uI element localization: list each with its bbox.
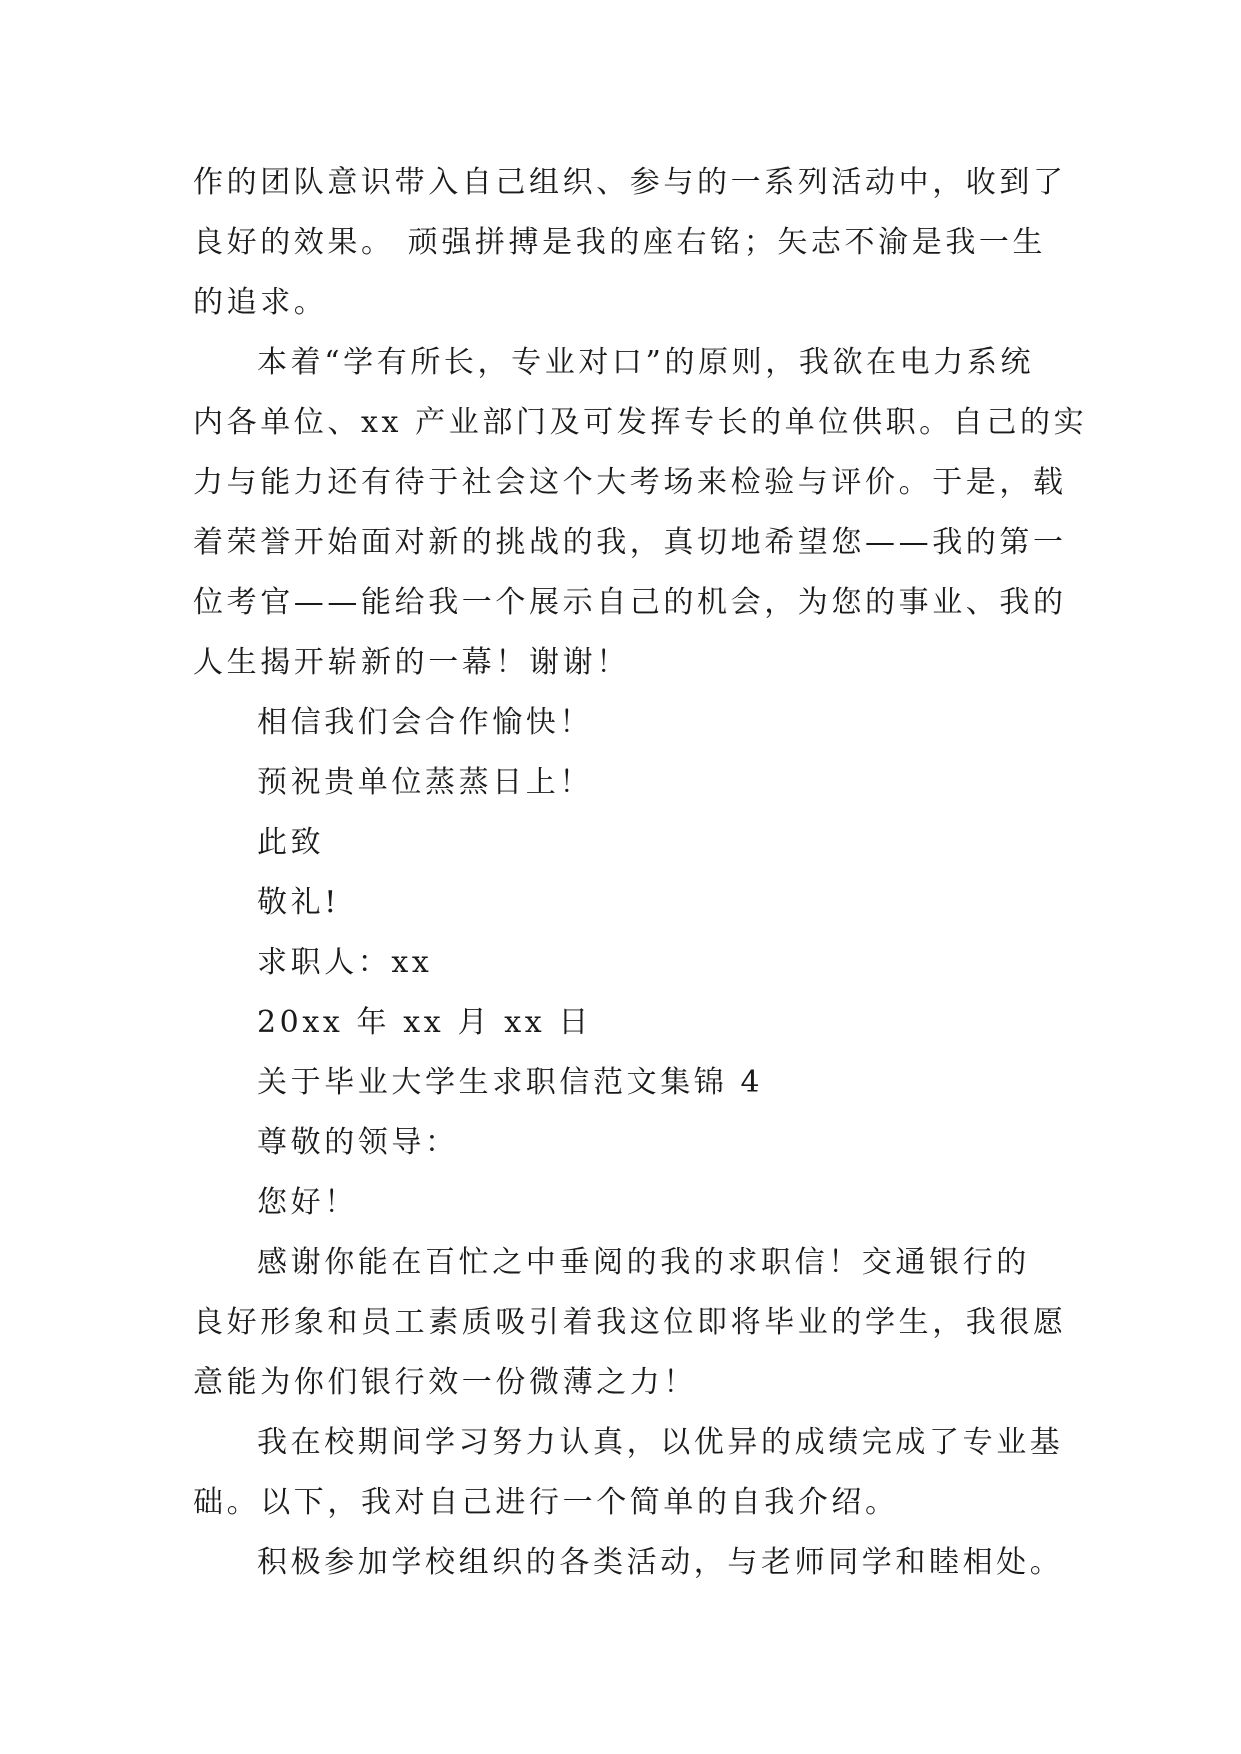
text-line: 相信我们会合作愉快！	[257, 705, 593, 740]
text-line: 着荣誉开始面对新的挑战的我，真切地希望您——我的第一	[193, 525, 1067, 560]
text-line: 预祝贵单位蒸蒸日上！	[257, 765, 593, 800]
greeting-line: 您好！	[257, 1185, 358, 1220]
text-line: 人生揭开崭新的一幕！谢谢！	[193, 645, 630, 680]
section-title: 关于毕业大学生求职信范文集锦 4	[257, 1065, 764, 1100]
text-line: 良好的效果。 顽强拼搏是我的座右铭；矢志不渝是我一生	[193, 225, 1047, 260]
text-line: 的追求。	[193, 285, 328, 320]
text-line: 础。以下，我对自己进行一个简单的自我介绍。	[193, 1485, 899, 1520]
closing-salutation: 敬礼!	[257, 885, 340, 920]
text-line: 力与能力还有待于社会这个大考场来检验与评价。于是，载	[193, 465, 1067, 500]
signature-line: 求职人：xx	[257, 945, 433, 980]
text-line: 良好形象和员工素质吸引着我这位即将毕业的学生，我很愿	[193, 1305, 1067, 1340]
closing-salutation: 此致	[257, 825, 325, 860]
text-line: 位考官——能给我一个展示自己的机会，为您的事业、我的	[193, 585, 1067, 620]
text-line: 积极参加学校组织的各类活动，与老师同学和睦相处。	[257, 1545, 1064, 1580]
text-line: 我在校期间学习努力认真，以优异的成绩完成了专业基	[257, 1425, 1064, 1460]
document-body	[193, 153, 1088, 1593]
text-line: 意能为你们银行效一份微薄之力！	[193, 1365, 697, 1400]
greeting-line: 尊敬的领导：	[257, 1125, 459, 1160]
date-line: 20xx 年 xx 月 xx 日	[257, 1005, 592, 1040]
text-line: 感谢你能在百忙之中垂阅的我的求职信！交通银行的	[257, 1245, 1030, 1280]
text-line: 作的团队意识带入自己组织、参与的一系列活动中，收到了	[193, 165, 1067, 200]
text-line: 内各单位、xx 产业部门及可发挥专长的单位供职。自己的实	[193, 405, 1088, 440]
text-line: 本着“学有所长，专业对口”的原则，我欲在电力系统	[257, 345, 1035, 380]
